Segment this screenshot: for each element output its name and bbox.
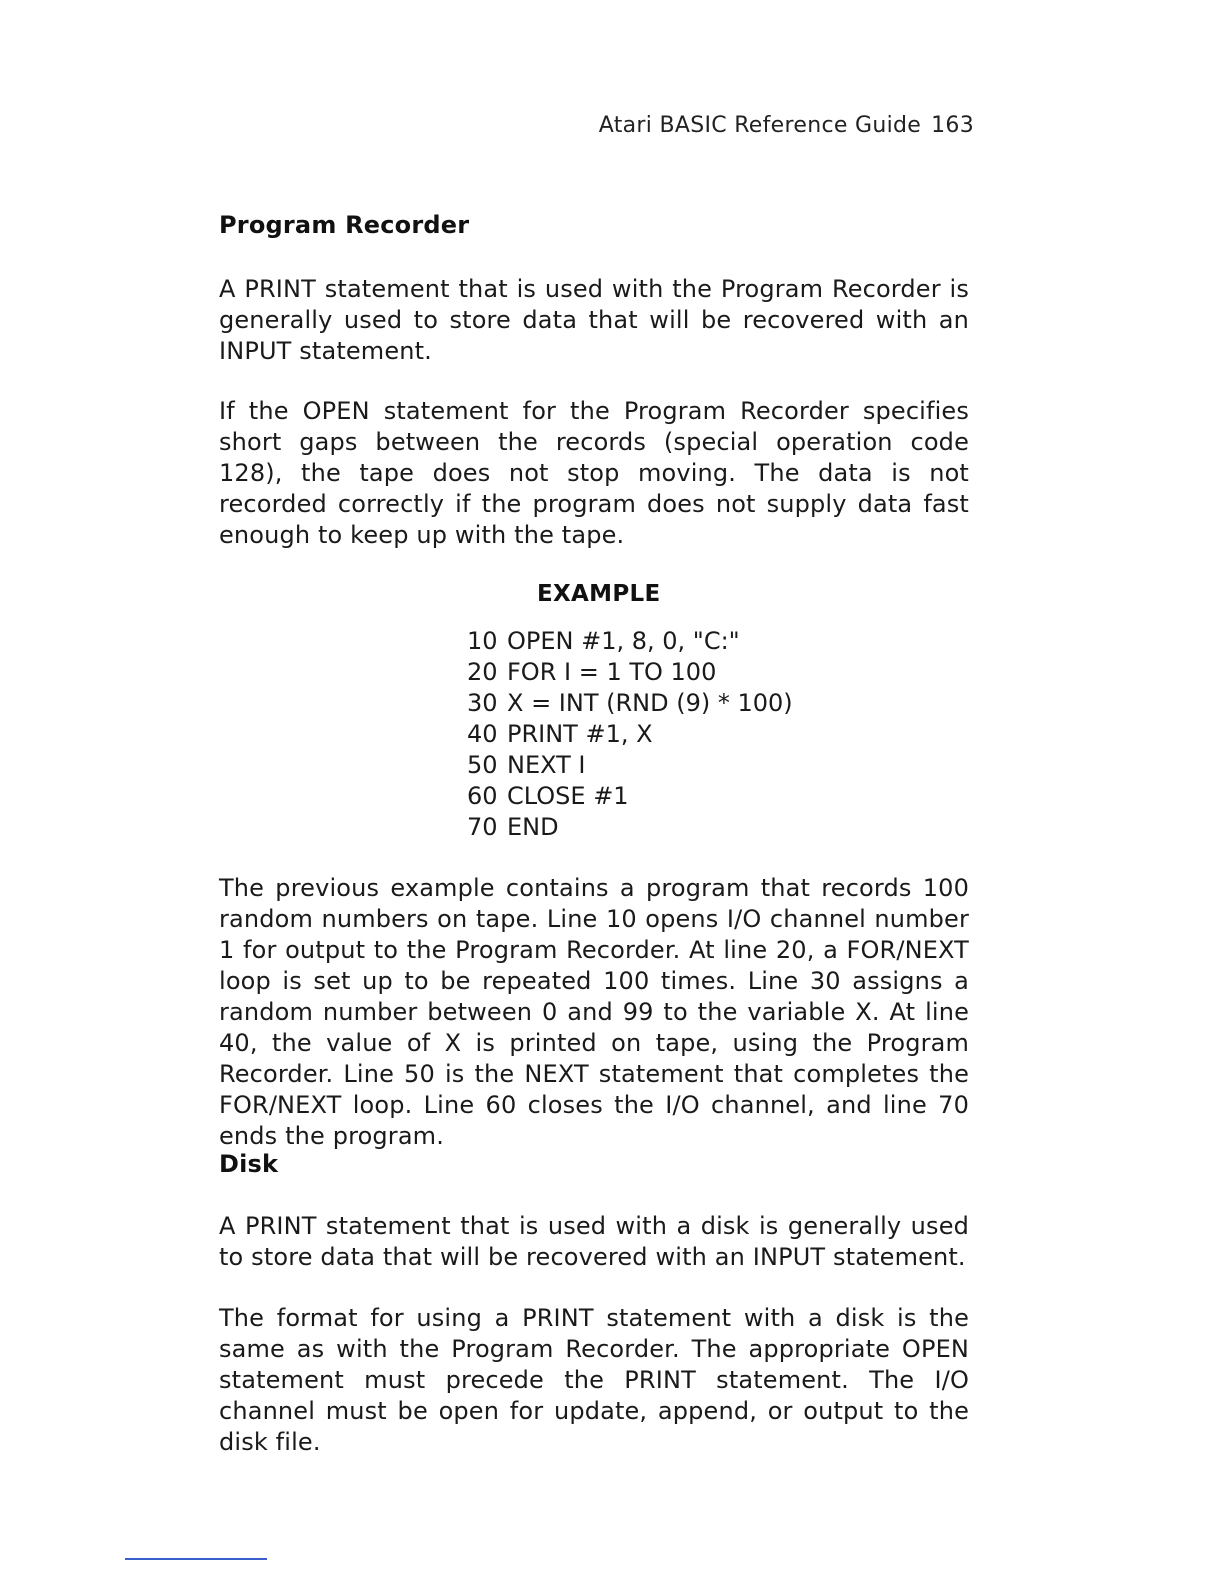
- page-number: 163: [931, 113, 974, 138]
- footer-rule: [125, 1558, 267, 1560]
- code-listing: [467, 626, 793, 843]
- example-title: EXAMPLE: [537, 581, 661, 607]
- paragraph-disk-format: The format for using a PRINT statement with a disk is the same as with the Program Recorder. The appropriate OPEN statement must precede the PRINT statement. The I/O channel must be open for update, append, or output to the disk file.: [219, 1304, 969, 1456]
- paragraph-recorder-gaps: If the OPEN statement for the Program Recorder specifies short gaps between the records (special operation code 128), the tape does not stop moving. The data is not recorded correctly if the program does not supply data fast enough to keep up with the tape.: [219, 397, 969, 549]
- code-line: [467, 812, 793, 843]
- code-line: [467, 750, 793, 781]
- line-number: 30: [467, 689, 498, 717]
- line-code: X = INT (RND (9) * 100): [507, 689, 793, 717]
- code-line: [467, 781, 793, 812]
- code-line: [467, 719, 793, 750]
- line-number: 40: [467, 720, 498, 748]
- line-code: NEXT I: [507, 751, 586, 779]
- line-number: 10: [467, 627, 498, 655]
- code-line: [467, 626, 793, 657]
- running-header: [599, 113, 974, 138]
- line-code: CLOSE #1: [507, 782, 629, 810]
- code-line: [467, 688, 793, 719]
- heading-disk: Disk: [219, 1150, 279, 1178]
- line-code: PRINT #1, X: [507, 720, 653, 748]
- line-code: END: [507, 813, 559, 841]
- line-number: 20: [467, 658, 498, 686]
- line-code: OPEN #1, 8, 0, "C:": [507, 627, 740, 655]
- line-code: FOR I = 1 TO 100: [507, 658, 717, 686]
- line-number: 70: [467, 813, 498, 841]
- paragraph-recorder-intro: A PRINT statement that is used with the Program Recorder is generally used to store data that will be recovered with an INPUT statement.: [219, 275, 969, 365]
- paragraph-example-explanation: The previous example contains a program that records 100 random numbers on tape. Line 10 opens I/O channel number 1 for output to the Program Recorder. At line 20, a FOR/NEXT loop is set up to be repeated 100 times. Line 30 assigns a random number between 0 and 99 to the variable X. At line 40, the value of X is printed on tape, using the Program Recorder. Line 50 is the NEXT statement that completes the FOR/NEXT loop. Line 60 closes the I/O channel, and line 70 ends the program.: [219, 874, 969, 1150]
- book-title: Atari BASIC Reference Guide: [598, 113, 922, 138]
- code-line: [467, 657, 793, 688]
- heading-program-recorder: Program Recorder: [219, 211, 470, 239]
- line-number: 50: [467, 751, 498, 779]
- line-number: 60: [467, 782, 498, 810]
- paragraph-disk-intro: A PRINT statement that is used with a disk is generally used to store data that will be recovered with an INPUT statement.: [219, 1212, 969, 1271]
